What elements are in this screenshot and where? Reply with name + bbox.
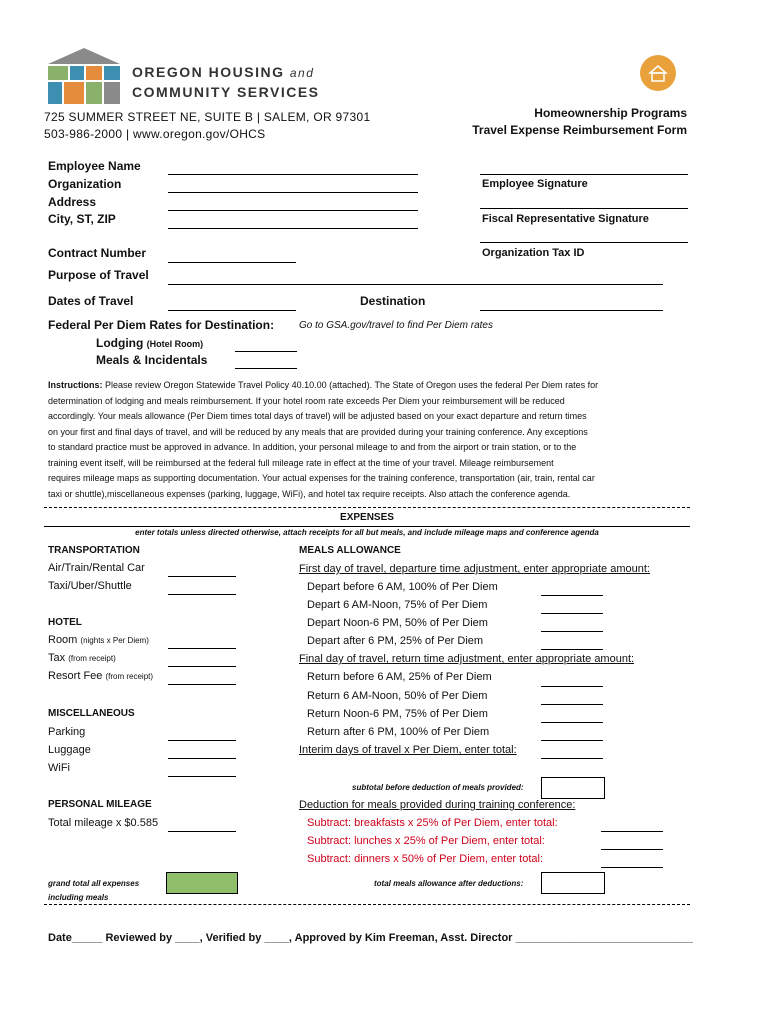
organization-label: Organization xyxy=(48,177,122,191)
org-name-line2: COMMUNITY SERVICES xyxy=(132,84,320,100)
homeownership-badge-icon xyxy=(640,55,676,91)
grand-total-label-2: including meals xyxy=(48,893,109,902)
employee-signature-field[interactable] xyxy=(480,174,688,175)
parking-label: Parking xyxy=(48,726,86,738)
org-contact: 503-986-2000 | www.oregon.gov/OHCS xyxy=(44,127,266,141)
grand-total-field[interactable] xyxy=(166,872,238,894)
total-meals-label: total meals allowance after deductions: xyxy=(374,879,524,888)
depart-6am-noon: Depart 6 AM-Noon, 75% of Per Diem xyxy=(307,599,488,611)
mileage-label: Total mileage x $0.585 xyxy=(48,817,159,829)
taxi-field[interactable] xyxy=(168,594,236,595)
expenses-divider xyxy=(44,507,690,508)
expenses-title: EXPENSES xyxy=(340,512,394,523)
grand-total-label-1: grand total all expenses xyxy=(48,879,140,888)
mileage-heading: PERSONAL MILEAGE xyxy=(48,799,152,810)
employee-name-field[interactable] xyxy=(168,174,418,175)
purpose-field[interactable] xyxy=(168,284,663,285)
dates-field[interactable] xyxy=(168,310,296,311)
lodging-field[interactable] xyxy=(235,351,297,352)
instructions-line: training event itself, will be reimbursed at the federal full mileage rate in effect at the time of your travel. Mileage reimbursement xyxy=(48,457,554,468)
room-field[interactable] xyxy=(168,648,236,649)
first-day-label: First day of travel, departure time adjustment, enter appropriate amount: xyxy=(299,563,650,575)
instructions-line: requires mileage maps as supporting documentation. Your actual expenses for the training conference, transportation (air, train, rental car xyxy=(48,473,595,483)
depart-before-6am-field[interactable] xyxy=(541,595,603,596)
org-name-and: and xyxy=(289,66,315,80)
instructions-line: to standard practice must be approved in advance. In addition, your personal mileage to and from the airport or train station, or to the xyxy=(48,442,577,452)
tax-label: Tax xyxy=(48,652,66,664)
air-label: Air/Train/Rental Car xyxy=(48,562,145,574)
tax-field[interactable] xyxy=(168,666,236,667)
contract-number-field[interactable] xyxy=(168,262,296,263)
org-tax-id-label: Organization Tax ID xyxy=(482,247,585,259)
total-meals-field[interactable] xyxy=(541,872,605,894)
dinner-deduction-field[interactable] xyxy=(601,867,663,868)
instructions xyxy=(48,378,728,502)
meals-heading: MEALS ALLOWANCE xyxy=(299,545,401,556)
lodging-note: (Hotel Room) xyxy=(146,339,204,349)
return-before-6am: Return before 6 AM, 25% of Per Diem xyxy=(307,671,492,683)
resort-field[interactable] xyxy=(168,684,236,685)
interim-days-field[interactable] xyxy=(541,758,603,759)
misc-heading: MISCELLANEOUS xyxy=(48,708,135,719)
lunch-deduction-field[interactable] xyxy=(601,849,663,850)
return-before-6am-field[interactable] xyxy=(541,686,603,687)
hotel-heading: HOTEL xyxy=(48,617,82,628)
return-after-6pm: Return after 6 PM, 100% of Per Diem xyxy=(307,726,490,738)
approval-line: Date_____ Reviewed by ____, Verified by ____, Approved by Kim Freeman, Asst. Director _____________________________ xyxy=(48,932,693,944)
subtotal-field[interactable] xyxy=(541,777,605,799)
house-logo-icon xyxy=(44,46,124,110)
fiscal-signature-field[interactable] xyxy=(480,208,688,209)
transportation-heading: TRANSPORTATION xyxy=(48,545,140,556)
depart-after-6pm: Depart after 6 PM, 25% of Per Diem xyxy=(307,635,484,647)
depart-6am-noon-field[interactable] xyxy=(541,613,603,614)
room-note: (nights x Per Diem) xyxy=(80,636,149,645)
meals-field[interactable] xyxy=(235,368,297,369)
wifi-label: WiFi xyxy=(48,762,70,774)
footer-divider xyxy=(44,904,690,905)
program-title: Homeownership Programs xyxy=(534,106,687,120)
depart-before-6am: Depart before 6 AM, 100% of Per Diem xyxy=(307,581,498,593)
return-6am-noon-field[interactable] xyxy=(541,704,603,705)
city-label: City, ST, ZIP xyxy=(48,212,116,226)
contract-number-label: Contract Number xyxy=(48,246,147,260)
deduction-label: Deduction for meals provided during training conference: xyxy=(299,799,576,811)
mileage-field[interactable] xyxy=(168,831,236,832)
meals-label: Meals & Incidentals xyxy=(96,353,208,367)
final-day-label: Final day of travel, return time adjustment, enter appropriate amount: xyxy=(299,653,635,665)
depart-after-6pm-field[interactable] xyxy=(541,649,603,650)
resort-note: (from receipt) xyxy=(105,672,154,681)
return-6am-noon: Return 6 AM-Noon, 50% of Per Diem xyxy=(307,690,488,702)
instructions-line: determination of lodging and meals reimbursement. If your hotel room rate exceeds Per Diem your reimbursement will be reduced xyxy=(48,395,565,406)
per-diem-title: Federal Per Diem Rates for Destination: xyxy=(48,318,275,332)
gsa-note: Go to GSA.gov/travel to find Per Diem rates xyxy=(299,320,493,331)
ohcs-logo xyxy=(44,46,124,110)
instructions-label: Instructions: xyxy=(48,380,103,390)
address-field[interactable] xyxy=(168,210,418,211)
employee-signature-label: Employee Signature xyxy=(482,178,588,190)
return-after-6pm-field[interactable] xyxy=(541,740,603,741)
wifi-field[interactable] xyxy=(168,776,236,777)
destination-label: Destination xyxy=(360,294,426,308)
instructions-line: accordingly. Your meals allowance (Per Diem times total days of travel) will be adjusted based on your exact departure and return times xyxy=(48,411,587,421)
depart-noon-6pm: Depart Noon-6 PM, 50% of Per Diem xyxy=(307,617,488,629)
instructions-line: on your first and final days of travel, and will be reduced by any meals that are provided during your training conference. Any exceptions xyxy=(48,426,588,437)
resort-label: Resort Fee xyxy=(48,670,103,682)
address-label: Address xyxy=(48,195,97,209)
breakfast-deduction: Subtract: breakfasts x 25% of Per Diem, enter total: xyxy=(307,817,558,829)
taxi-label: Taxi/Uber/Shuttle xyxy=(48,580,132,592)
luggage-field[interactable] xyxy=(168,758,236,759)
tax-note: (from receipt) xyxy=(68,654,116,663)
subtotal-label: subtotal before deduction of meals provided: xyxy=(352,783,524,792)
return-noon-6pm: Return Noon-6 PM, 75% of Per Diem xyxy=(307,708,488,720)
room-label: Room xyxy=(48,634,78,646)
instructions-line: Please review Oregon Statewide Travel Policy 40.10.00 (attached). The State of Oregon uses the federal Per Diem rates for xyxy=(105,380,599,390)
parking-field[interactable] xyxy=(168,740,236,741)
destination-field[interactable] xyxy=(480,310,663,311)
org-name-line1: OREGON HOUSING xyxy=(132,64,285,80)
city-field[interactable] xyxy=(168,228,418,229)
return-noon-6pm-field[interactable] xyxy=(541,722,603,723)
luggage-label: Luggage xyxy=(48,744,91,756)
form-title: Travel Expense Reimbursement Form xyxy=(472,123,687,137)
interim-days-label: Interim days of travel x Per Diem, enter total: xyxy=(299,744,517,756)
fiscal-signature-label: Fiscal Representative Signature xyxy=(482,213,649,225)
organization-field[interactable] xyxy=(168,192,418,193)
expenses-subtitle: enter totals unless directed otherwise, attach receipts for all but meals, and include mileage maps and conference agenda xyxy=(135,528,599,537)
depart-noon-6pm-field[interactable] xyxy=(541,631,603,632)
employee-name-label: Employee Name xyxy=(48,159,141,173)
org-tax-id-field[interactable] xyxy=(480,242,688,243)
dates-label: Dates of Travel xyxy=(48,294,134,308)
purpose-label: Purpose of Travel xyxy=(48,268,149,282)
air-field[interactable] xyxy=(168,576,236,577)
org-address: 725 SUMMER STREET NE, SUITE B | SALEM, OR 97301 xyxy=(44,110,371,124)
dinner-deduction: Subtract: dinners x 50% of Per Diem, enter total: xyxy=(307,853,544,865)
instructions-line: taxi or shuttle),miscellaneous expenses (parking, luggage, WiFi), and hotel tax require receipts. Also attach the conference agenda. xyxy=(48,488,571,499)
lunch-deduction: Subtract: lunches x 25% of Per Diem, enter total: xyxy=(307,835,545,847)
expenses-rule xyxy=(44,526,690,527)
lodging-label: Lodging xyxy=(96,336,144,350)
breakfast-deduction-field[interactable] xyxy=(601,831,663,832)
